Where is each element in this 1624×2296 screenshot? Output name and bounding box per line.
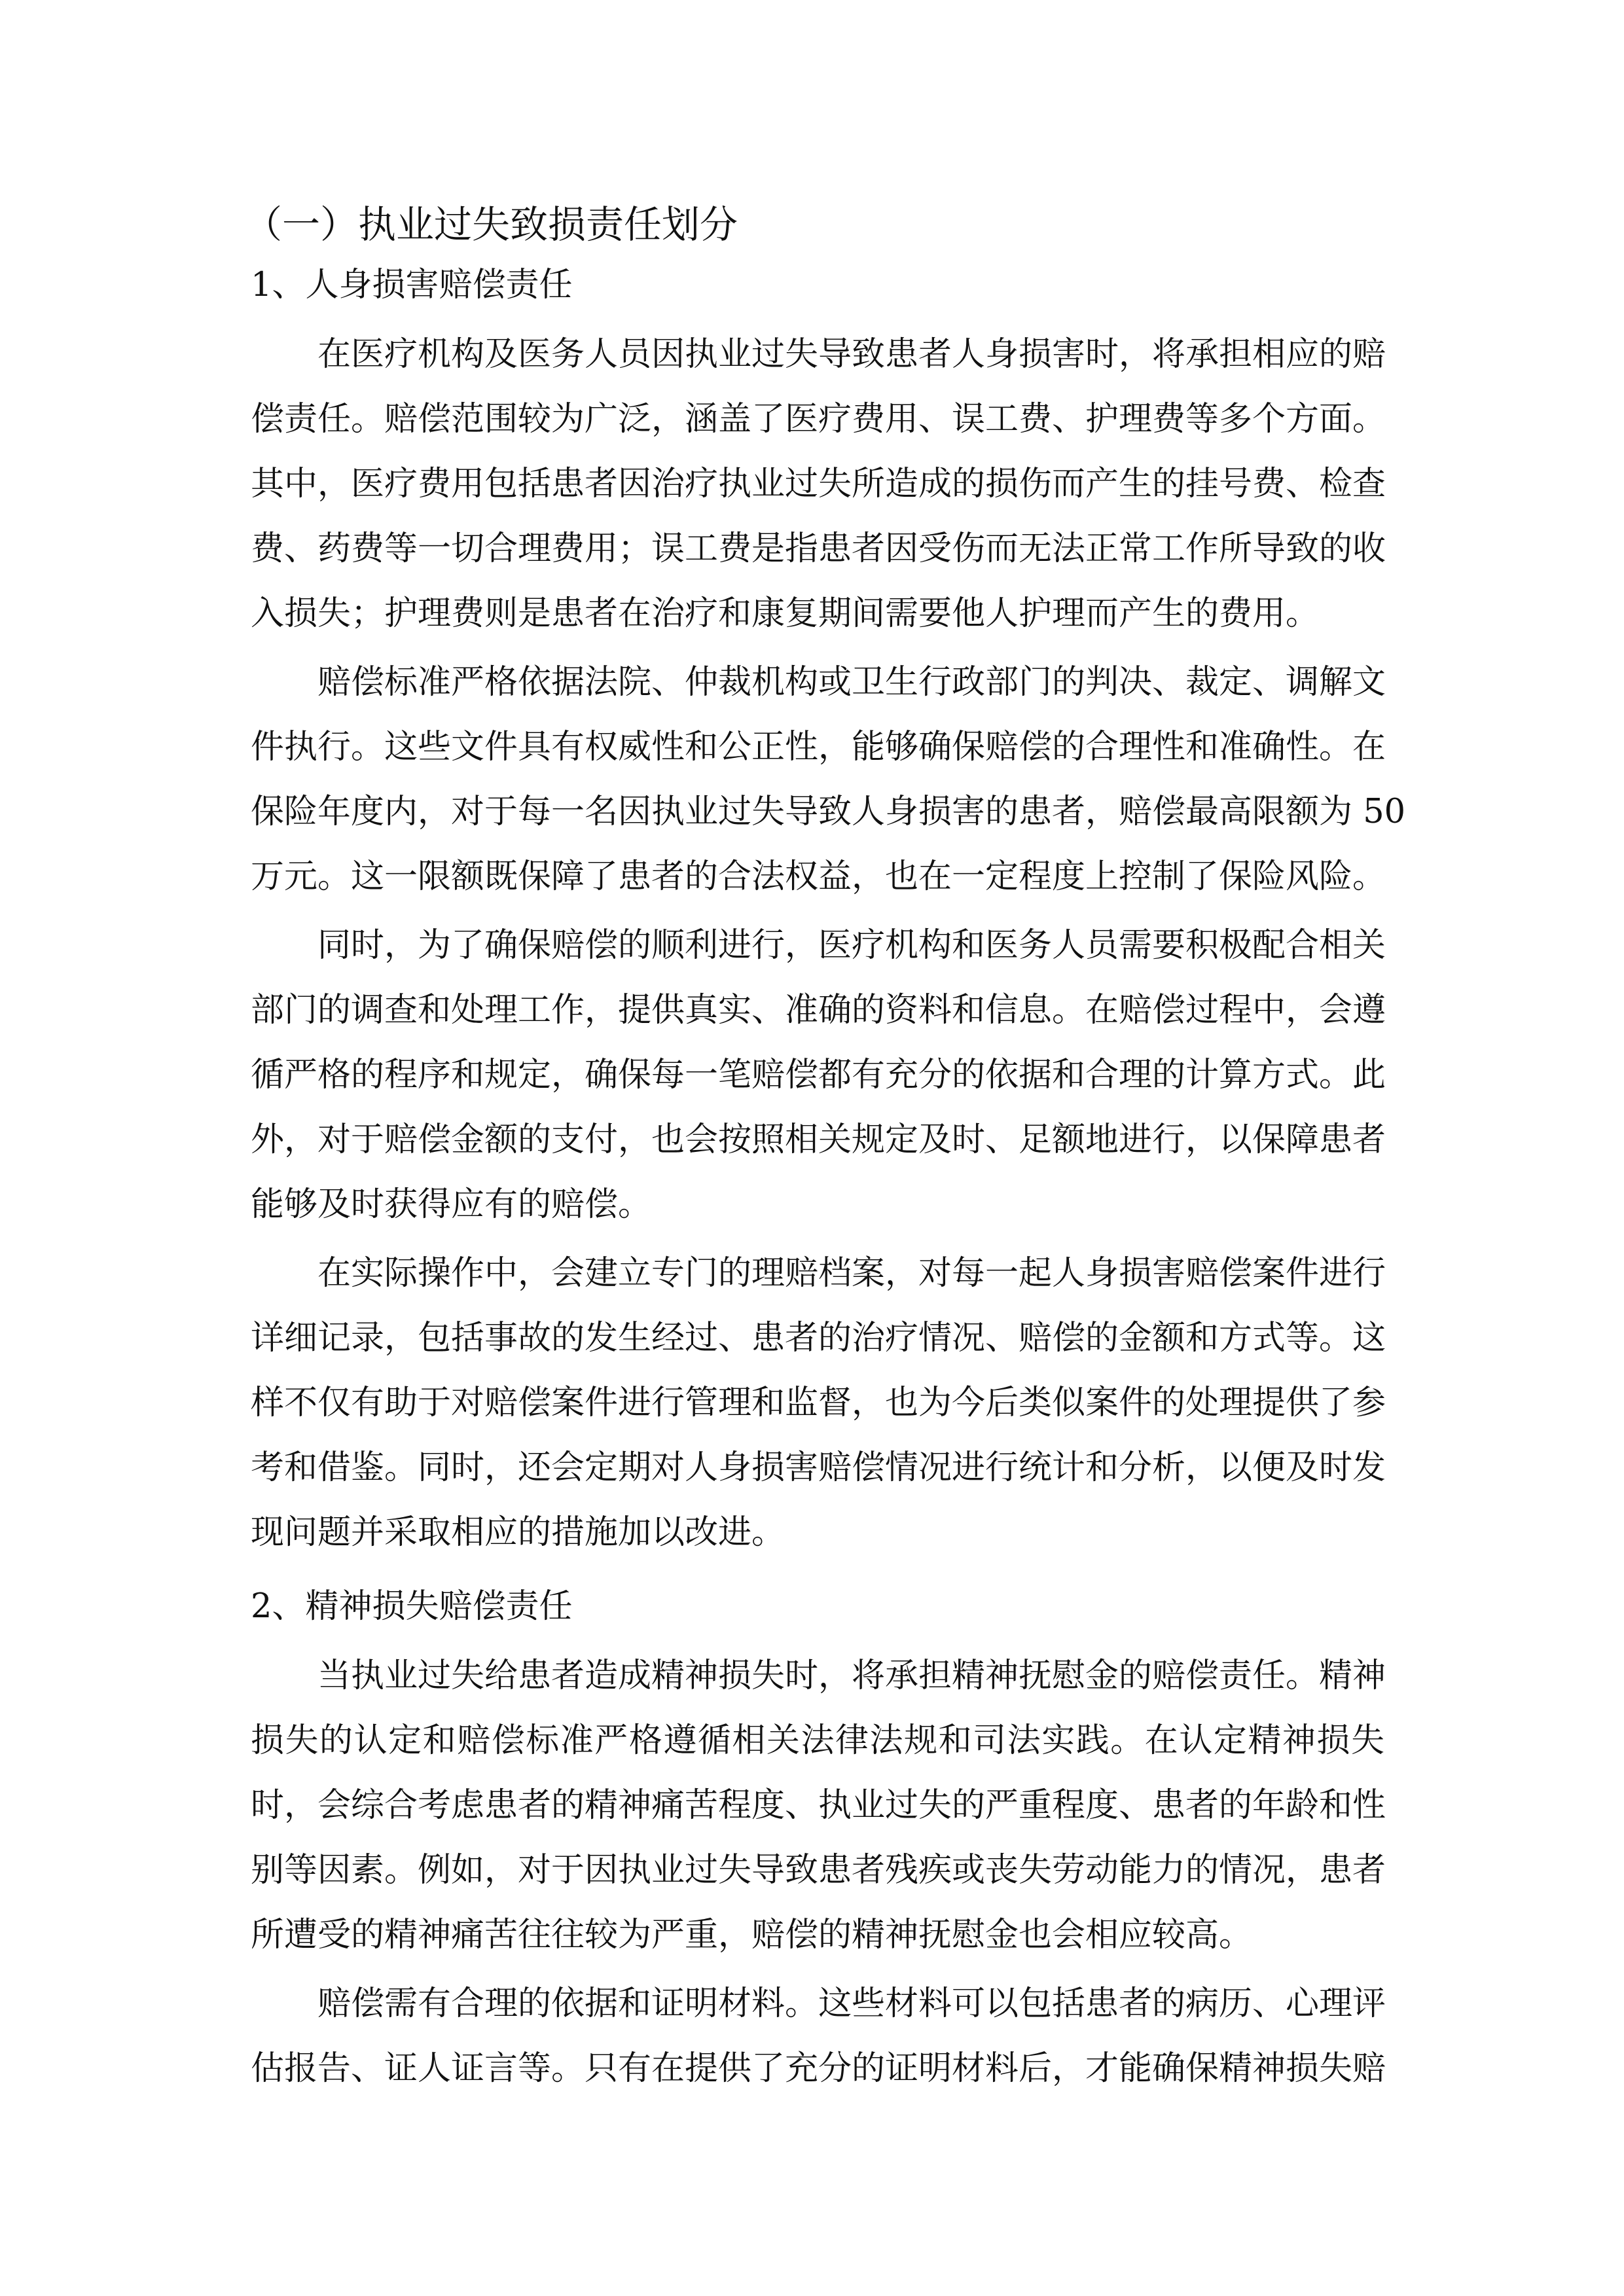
subsection-heading: 1、人身损害赔偿责任 — [251, 266, 573, 304]
paragraph-line: 件执行。这些文件具有权威性和公正性，能够确保赔偿的合理性和准确性。在 — [251, 728, 1386, 766]
paragraph-line: 部门的调查和处理工作，提供真实、准确的资料和信息。在赔偿过程中，会遵 — [251, 991, 1386, 1030]
paragraph — [251, 1643, 1384, 1967]
paragraph-line: 能够及时获得应有的赔偿。 — [251, 1185, 652, 1224]
paragraph — [251, 650, 1406, 909]
paragraph-line: 循严格的程序和规定，确保每一笔赔偿都有充分的依据和合理的计算方式。此 — [251, 1056, 1386, 1094]
paragraph — [251, 1971, 1384, 2101]
paragraph-line: 费、药费等一切合理费用；误工费是指患者因受伤而无法正常工作所导致的收 — [251, 529, 1386, 568]
paragraph-line: 保险年度内，对于每一名因执业过失导致人身损害的患者，赔偿最高限额为 50 — [251, 793, 1406, 831]
paragraph-line: 详细记录，包括事故的发生经过、患者的治疗情况、赔偿的金额和方式等。这 — [251, 1319, 1386, 1357]
paragraph-line: 偿责任。赔偿范围较为广泛，涵盖了医疗费用、误工费、护理费等多个方面。 — [251, 400, 1386, 439]
section-title: （一）执业过失致损责任划分 — [244, 202, 738, 247]
paragraph-line: 在实际操作中，会建立专门的理赔档案，对每一起人身损害赔偿案件进行 — [317, 1254, 1386, 1293]
paragraph-line: 在医疗机构及医务人员因执业过失导致患者人身损害时，将承担相应的赔 — [317, 335, 1386, 374]
paragraph-line: 赔偿需有合理的依据和证明材料。这些材料可以包括患者的病历、心理评 — [317, 1984, 1386, 2023]
paragraph-line: 别等因素。例如，对于因执业过失导致患者残疾或丧失劳动能力的情况，患者 — [251, 1851, 1386, 1890]
paragraph-line: 入损失；护理费则是患者在治疗和康复期间需要他人护理而产生的费用。 — [251, 594, 1320, 633]
paragraph-line: 所遭受的精神痛苦往往较为严重，赔偿的精神抚慰金也会相应较高。 — [251, 1916, 1253, 1954]
paragraph — [251, 1241, 1384, 1565]
paragraph-line: 考和借鉴。同时，还会定期对人身损害赔偿情况进行统计和分析，以便及时发 — [251, 1448, 1386, 1487]
paragraph-line: 万元。这一限额既保障了患者的合法权益，也在一定程度上控制了保险风险。 — [251, 857, 1386, 896]
document-body — [251, 253, 1406, 2101]
paragraph-line: 样不仅有助于对赔偿案件进行管理和监督，也为今后类似案件的处理提供了参 — [251, 1384, 1386, 1422]
document-page — [244, 198, 1406, 2101]
paragraph — [251, 913, 1384, 1237]
paragraph-line: 估报告、证人证言等。只有在提供了充分的证明材料后，才能确保精神损失赔 — [251, 2049, 1386, 2088]
paragraph-line: 外，对于赔偿金额的支付，也会按照相关规定及时、足额地进行，以保障患者 — [251, 1121, 1386, 1159]
paragraph-line: 现问题并采取相应的措施加以改进。 — [251, 1513, 785, 1552]
subsection-heading: 2、精神损失赔偿责任 — [251, 1587, 573, 1626]
paragraph-line: 其中，医疗费用包括患者因治疗执业过失所造成的损伤而产生的挂号费、检查 — [251, 465, 1386, 503]
paragraph-line: 损失的认定和赔偿标准严格遵循相关法律法规和司法实践。在认定精神损失 — [251, 1721, 1384, 1760]
paragraph-line: 时，会综合考虑患者的精神痛苦程度、执业过失的严重程度、患者的年龄和性 — [251, 1786, 1386, 1825]
paragraph-line: 同时，为了确保赔偿的顺利进行，医疗机构和医务人员需要积极配合相关 — [317, 926, 1386, 965]
paragraph — [251, 322, 1384, 646]
paragraph-line: 当执业过失给患者造成精神损失时，将承担精神抚慰金的赔偿责任。精神 — [317, 1657, 1386, 1695]
paragraph-line: 赔偿标准严格依据法院、仲裁机构或卫生行政部门的判决、裁定、调解文 — [317, 663, 1386, 702]
